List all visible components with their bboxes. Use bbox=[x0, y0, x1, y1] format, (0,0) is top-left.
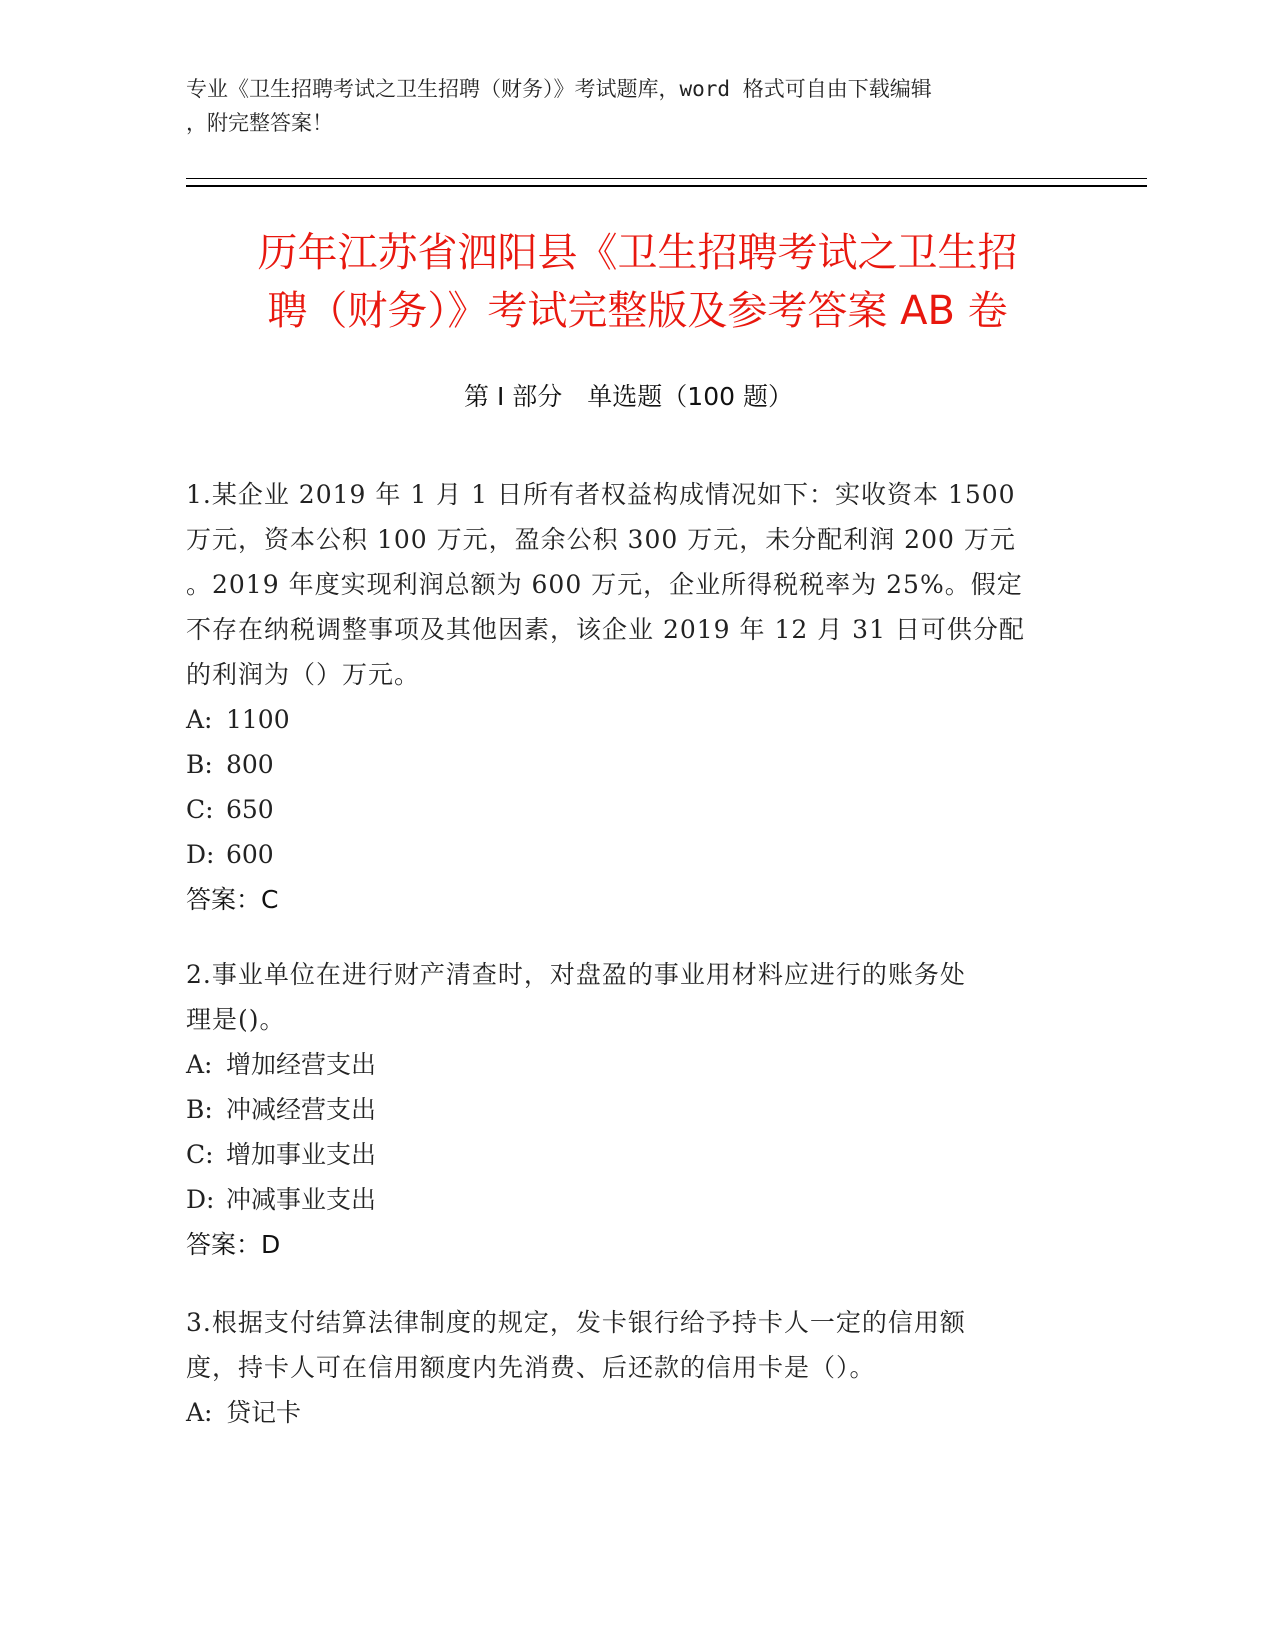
option-c bbox=[186, 787, 1066, 832]
option-key: A: bbox=[186, 1398, 213, 1427]
option-text: 600 bbox=[226, 840, 274, 869]
option-text: 增加事业支出 bbox=[226, 1140, 377, 1169]
header-divider-thin bbox=[186, 178, 1147, 179]
answer-line: 答案：C bbox=[186, 885, 279, 914]
document-title bbox=[170, 224, 1105, 340]
option-b bbox=[186, 742, 1066, 787]
document-title-line-2: 聘（财务）》考试完整版及参考答案 AB 卷 bbox=[267, 288, 1008, 334]
option-a bbox=[186, 1390, 1066, 1435]
option-key: A: bbox=[186, 705, 213, 734]
option-a bbox=[186, 697, 1066, 742]
option-text: 冲减经营支出 bbox=[226, 1095, 377, 1124]
question-stem: 2.事业单位在进行财产清查时，对盘盈的事业用材料应进行的账务处 理是()。 bbox=[186, 960, 966, 1034]
option-a bbox=[186, 1042, 1066, 1087]
option-key: A: bbox=[186, 1050, 213, 1079]
option-text: 增加经营支出 bbox=[226, 1050, 377, 1079]
option-text: 贷记卡 bbox=[226, 1398, 302, 1427]
question-2 bbox=[186, 952, 1066, 1267]
option-text: 冲减事业支出 bbox=[226, 1185, 377, 1214]
option-key: B: bbox=[186, 1095, 213, 1124]
option-key: D: bbox=[186, 1185, 215, 1214]
option-key: D: bbox=[186, 840, 215, 869]
question-stem: 1.某企业 2019 年 1 月 1 日所有者权益构成情况如下：实收资本 1500 万元，资本公积 100 万元，盈余公积 300 万元，未分配利润 200 万元 。2019 年度实现利润总额为 600 万元，企业所得税税率为 25%。假定 不存在纳税调整事项及其他因素，该企业 2019 年 12 月 31 日可供分配 的利润为（）万元。 bbox=[186, 480, 1025, 689]
option-text: 800 bbox=[226, 750, 274, 779]
option-c bbox=[186, 1132, 1066, 1177]
section-heading: 第 I 部分 单选题（100 题） bbox=[464, 382, 793, 411]
question-1 bbox=[186, 472, 1066, 922]
header-note: 专业《卫生招聘考试之卫生招聘（财务）》考试题库，word 格式可自由下载编辑 ，附完整答案！ bbox=[186, 77, 932, 135]
option-d bbox=[186, 1177, 1066, 1222]
option-key: B: bbox=[186, 750, 213, 779]
option-d bbox=[186, 832, 1066, 877]
question-3 bbox=[186, 1300, 1066, 1435]
answer-line: 答案：D bbox=[186, 1230, 281, 1259]
option-text: 650 bbox=[226, 795, 274, 824]
option-key: C: bbox=[186, 1140, 214, 1169]
option-text: 1100 bbox=[226, 705, 290, 734]
header-divider-thick bbox=[186, 185, 1147, 187]
option-key: C: bbox=[186, 795, 214, 824]
question-stem: 3.根据支付结算法律制度的规定，发卡银行给予持卡人一定的信用额 度，持卡人可在信用额度内先消费、后还款的信用卡是（）。 bbox=[186, 1308, 966, 1382]
option-b bbox=[186, 1087, 1066, 1132]
document-title-line-1: 历年江苏省泗阳县《卫生招聘考试之卫生招 bbox=[257, 230, 1018, 276]
